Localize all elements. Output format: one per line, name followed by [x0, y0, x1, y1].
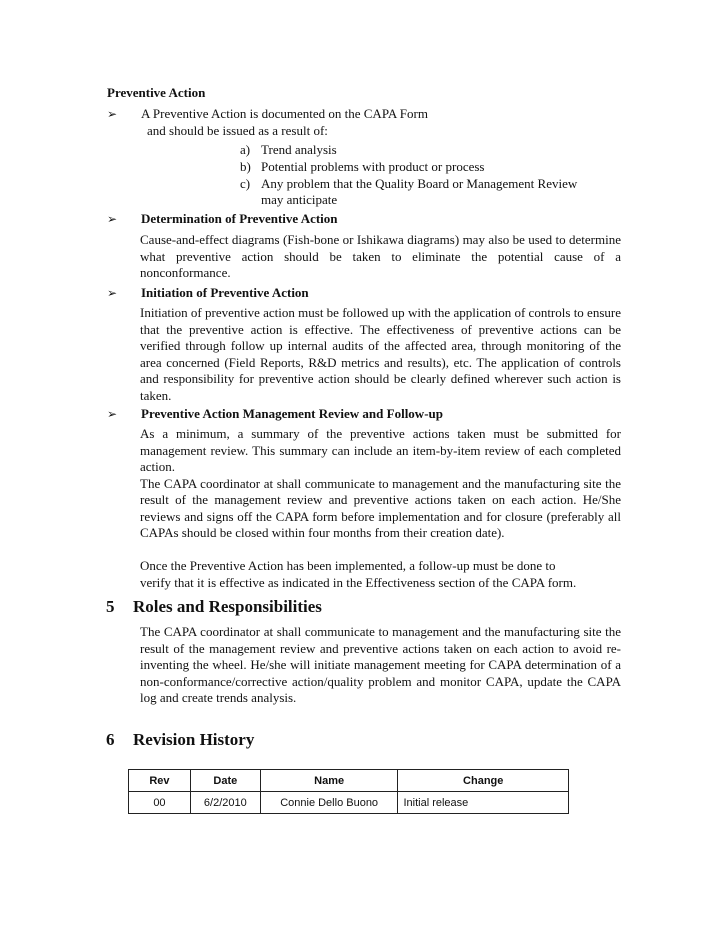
- table-cell-name: Connie Dello Buono: [260, 792, 398, 814]
- list-item: Trend analysis: [261, 142, 337, 157]
- initiation-text: Initiation of preventive action must be followed up with the application of controls to ensure that the preventive action is effective. The effectiveness of preventive actions can be verified through follow up internal audits of the affected area, through monitoring of the area concerned (Field Reports, R&D metrics and results), etc. The application of controls and responsibility for preventive action should be clearly defined wherever such action is taken.: [140, 305, 621, 403]
- list-marker: a): [240, 142, 251, 157]
- table-row: [129, 792, 569, 814]
- list-item-continuation: may anticipate: [261, 192, 338, 207]
- determination-text: Cause-and-effect diagrams (Fish-bone or Ishikawa diagrams) may also be used to determine what preventive action should be taken to eliminate the potential cause of a nonconformance.: [140, 232, 621, 280]
- intro-line-1: A Preventive Action is documented on the CAPA Form: [141, 106, 428, 121]
- management-review-text-2: The CAPA coordinator at shall communicate to management and the manufacturing site the result of the management review and preventive actions taken on each action. He/She reviews and signs off the CAPA form before implementation and for closure (preferably all CAPAs should be closed within four months from their creation date).: [140, 475, 621, 540]
- determination-heading: Determination of Preventive Action: [141, 211, 338, 226]
- arrow-bullet-icon: ➢: [107, 107, 118, 121]
- section-6-number: 6: [106, 730, 115, 749]
- section-6-title: Revision History: [133, 730, 255, 749]
- section-5-text: The CAPA coordinator at shall communicate to management and the manufacturing site the result of the management review and preventive actions taken on each action to avoid re-inventing the wheel. He/she will initiate management meeting for CAPA determination of a non-conformance/corrective action/quality problem and monitor CAPA, update the CAPA log and create trends analysis.: [140, 624, 621, 705]
- column-header: Name: [260, 770, 398, 792]
- initiation-body: [140, 305, 621, 404]
- follow-up-line-1: Once the Preventive Action has been implemented, a follow-up must be done to: [140, 558, 556, 573]
- table-header-row: [129, 770, 569, 792]
- arrow-bullet-icon: ➢: [107, 286, 118, 300]
- list-marker: b): [240, 159, 251, 174]
- list-item: Any problem that the Quality Board or Management Review: [261, 176, 578, 191]
- list-marker: c): [240, 176, 251, 191]
- section-5-body: [140, 624, 621, 707]
- intro-line-2: and should be issued as a result of:: [147, 123, 328, 138]
- management-review-heading: Preventive Action Management Review and Follow-up: [141, 406, 443, 421]
- determination-body: [140, 232, 621, 282]
- list-item: Potential problems with product or process: [261, 159, 485, 174]
- table-cell-date: 6/2/2010: [190, 792, 260, 814]
- follow-up-line-2: verify that it is effective as indicated in the Effectiveness section of the CAPA form.: [140, 575, 577, 590]
- column-header: Date: [190, 770, 260, 792]
- column-header: Rev: [129, 770, 191, 792]
- initiation-heading: Initiation of Preventive Action: [141, 285, 309, 300]
- arrow-bullet-icon: ➢: [107, 407, 118, 421]
- section-5-title: Roles and Responsibilities: [133, 597, 322, 616]
- section-5-number: 5: [106, 597, 115, 616]
- column-header: Change: [398, 770, 569, 792]
- table-cell-rev: 00: [129, 792, 191, 814]
- arrow-bullet-icon: ➢: [107, 212, 118, 226]
- preventive-action-heading: Preventive Action: [107, 85, 206, 100]
- table-cell-change: Initial release: [398, 792, 569, 814]
- management-review-text-1: As a minimum, a summary of the preventive actions taken must be submitted for management review. This summary can include an item-by-item review of each completed action.: [140, 426, 621, 474]
- management-review-body: [140, 426, 621, 542]
- revision-history-table: [128, 769, 569, 814]
